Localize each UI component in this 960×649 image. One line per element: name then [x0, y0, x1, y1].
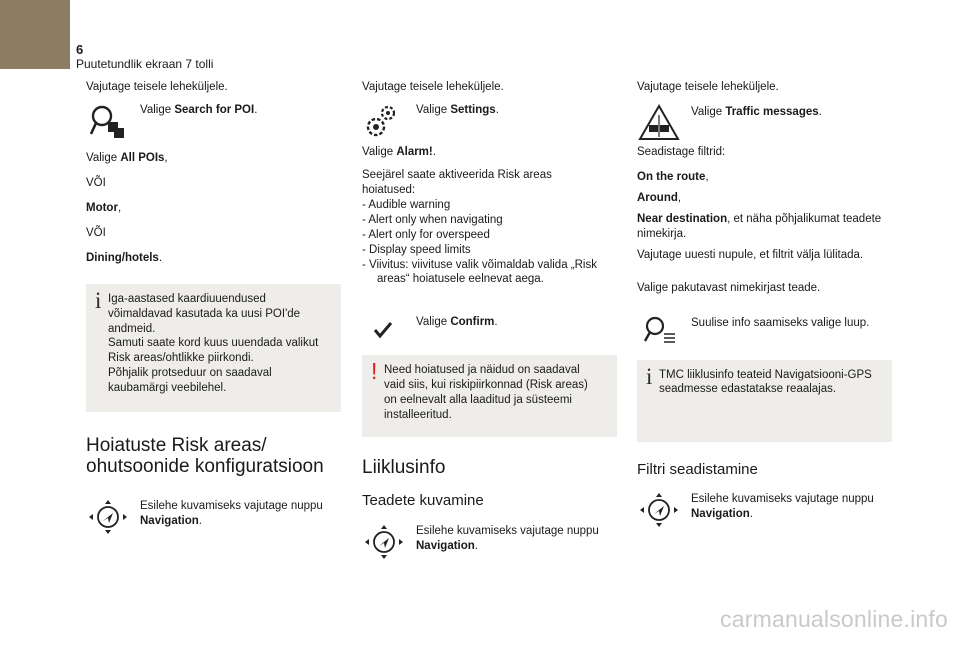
- navigation-icon: [86, 496, 130, 536]
- list-item: - Audible warning: [362, 198, 451, 211]
- info-icon: i: [95, 287, 102, 313]
- watermark: carmanualsonline.info: [720, 606, 948, 633]
- magnify-text: Suulise info saamiseks valige luup.: [691, 316, 870, 329]
- step-confirm: Valige Confirm.: [362, 311, 617, 341]
- list-intro: Seejärel saate aktiveerida Risk areas hoiatused:: [362, 168, 552, 196]
- column-1: [86, 80, 341, 529]
- step-navigation: Esilehe kuvamiseks vajutage nuppu Navigation.: [362, 521, 617, 554]
- option-all-pois: Valige All POIs,: [86, 151, 168, 164]
- option-motor: Motor,: [86, 201, 122, 214]
- section-heading: Hoiatuste Risk areas/ ohutsoonide konfiguratsioon: [86, 434, 324, 478]
- step-navigation: Esilehe kuvamiseks vajutage nuppu Navigation.: [637, 489, 892, 522]
- intro-text: Vajutage teisele leheküljele.: [362, 81, 504, 93]
- search-for-poi-label: Search for POI: [174, 103, 255, 116]
- magnifier-list-icon: [637, 312, 681, 352]
- or-text: VÕI: [86, 226, 106, 239]
- step-search-poi: Valige Search for POI.: [86, 101, 341, 131]
- navigation-label: Navigation: [691, 507, 750, 520]
- step-traffic-messages: Valige Traffic messages.: [637, 103, 892, 133]
- warning-box: ! Need hoiatused ja näidud on saadaval vaid siis, kui riskipiirkonnad (Risk areas) on eelnevalt alla laaditud ja süsteemi installeeritud.: [362, 355, 617, 437]
- step-magnifier: [637, 312, 892, 342]
- chapter-tab: [0, 0, 70, 69]
- sub-heading: Teadete kuvamine: [362, 492, 484, 510]
- list-item: - Viivitus: viivituse valik võimaldab valida „Risk areas“ hoiatusele eelnevat aega.: [362, 258, 597, 286]
- navigation-icon: [637, 489, 681, 529]
- checkmark-icon: [362, 311, 406, 351]
- options-list: [362, 198, 617, 288]
- navigation-label: Navigation: [416, 539, 475, 552]
- option-dining-hotels: Dining/hotels.: [86, 251, 163, 264]
- poi-search-icon: [86, 101, 130, 141]
- settings-gear-icon: [362, 101, 406, 141]
- filter-near-destination: Near destination, et näha põhjalikumat teadete nimekirja.: [637, 212, 882, 240]
- info-box: i TMC liiklusinfo teateid Navigatsiooni-GPS seadmesse edastatakse reaalajas.: [637, 360, 892, 442]
- list-item: - Display speed limits: [362, 243, 471, 256]
- info-icon: i: [646, 363, 653, 389]
- filter-around: Around,: [637, 191, 682, 204]
- step-navigation: Esilehe kuvamiseks vajutage nuppu Navigation.: [86, 496, 341, 529]
- traffic-messages-icon: [637, 103, 681, 143]
- list-item: - Alert only for overspeed: [362, 228, 490, 241]
- settings-label: Settings: [450, 103, 496, 116]
- filter-on-route: On the route,: [637, 170, 709, 183]
- navigation-icon: [362, 521, 406, 561]
- chapter-title: Puutetundlik ekraan 7 tolli: [76, 57, 214, 71]
- section-heading: Liiklusinfo: [362, 457, 446, 479]
- intro-text: Vajutage teisele leheküljele.: [637, 81, 779, 93]
- toggle-off-text: Vajutage uuesti nupule, et filtrit välja lülitada.: [637, 248, 864, 261]
- list-item: - Alert only when navigating: [362, 213, 503, 226]
- traffic-messages-label: Traffic messages: [725, 105, 819, 118]
- column-2: [362, 80, 617, 554]
- intro-text: Vajutage teisele leheküljele.: [86, 81, 228, 93]
- select-alarm: Valige Alarm!.: [362, 145, 436, 158]
- filters-intro: Seadistage filtrid:: [637, 145, 726, 158]
- page-number: 6: [76, 42, 84, 57]
- navigation-label: Navigation: [140, 515, 199, 528]
- info-box: i Iga-aastased kaardiuuendused võimaldavad kasutada ka uusi POI'de andmeid. Samuti saate kord kuus uuendada valikut Risk areas/ohtlikke piirkondi. Põhjalik protseduur on saadaval kaubamärgi veebilehel.: [86, 284, 341, 412]
- section-heading: Filtri seadistamine: [637, 460, 758, 478]
- warning-icon: !: [371, 358, 378, 385]
- confirm-label: Confirm: [450, 316, 495, 329]
- select-message-text: Valige pakutavast nimekirjast teade.: [637, 281, 821, 294]
- or-text: VÕI: [86, 176, 106, 189]
- step-settings: Valige Settings.: [362, 101, 617, 131]
- column-3: [637, 80, 892, 522]
